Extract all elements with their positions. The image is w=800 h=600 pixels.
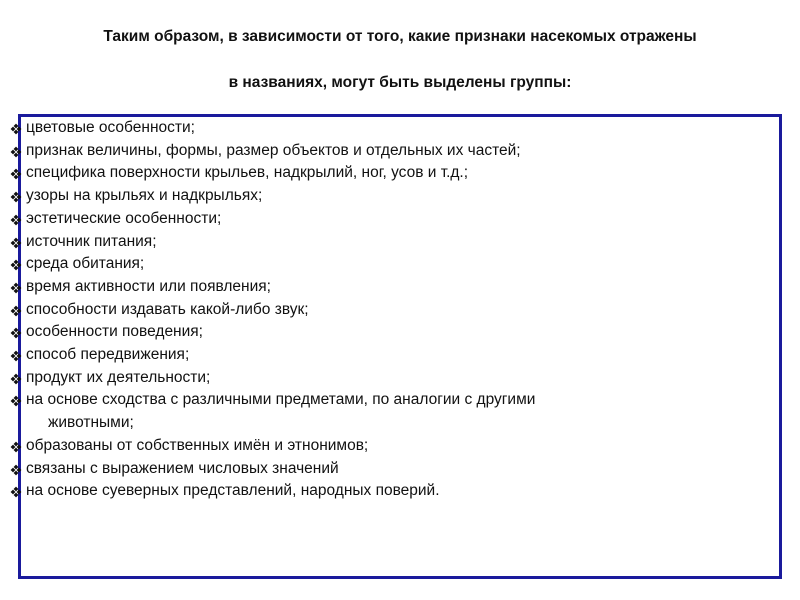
list-item-text: на основе сходства с различными предметами, по аналогии с другими [26, 391, 536, 409]
title-line-1: Таким образом, в зависимости от того, какие признаки насекомых отражены [103, 28, 697, 45]
list-item-text: на основе суеверных представлений, народных поверий. [26, 482, 440, 500]
list-item-text: способ передвижения; [26, 346, 190, 364]
list-item-text: продукт их деятельности; [26, 368, 211, 386]
list-item-text: цветовые особенности; [26, 119, 195, 136]
list-item-text: особенности поведения; [26, 323, 203, 341]
list-item [6, 344, 766, 367]
diamond-bullet-icon [10, 168, 22, 180]
list-item [6, 321, 766, 344]
diamond-bullet-icon [10, 395, 22, 407]
list-item-text: время активности или появления; [26, 277, 271, 295]
list-item [6, 435, 766, 458]
diamond-bullet-icon [10, 146, 22, 158]
list-item-text: среда обитания; [26, 255, 145, 273]
list-item-text: эстетические особенности; [26, 209, 222, 227]
list-item-continuation: животными; [48, 414, 134, 432]
list-item [6, 185, 766, 208]
list-item-text: образованы от собственных имён и этнонимов; [26, 436, 369, 454]
group-list [6, 117, 766, 503]
list-item [6, 162, 766, 185]
list-item [6, 367, 766, 390]
list-item-text: способности издавать какой-либо звук; [26, 300, 309, 318]
list-item-text: источник питания; [26, 232, 157, 250]
diamond-bullet-icon [10, 441, 22, 453]
title-line-2: в названиях, могут быть выделены группы: [228, 74, 572, 91]
list-item [6, 389, 766, 434]
list-item-text: специфика поверхности крыльев, надкрылий, ног, усов и т.д.; [26, 164, 469, 182]
list-item [6, 480, 766, 503]
list-item [6, 276, 766, 299]
list-item [6, 458, 766, 481]
diamond-bullet-icon [10, 259, 22, 271]
list-item [6, 253, 766, 276]
list-item [6, 117, 766, 140]
diamond-bullet-icon [10, 191, 22, 203]
diamond-bullet-icon [10, 350, 22, 362]
diamond-bullet-icon [10, 486, 22, 498]
list-item [6, 208, 766, 231]
list-item [6, 140, 766, 163]
list-item [6, 299, 766, 322]
list-item [6, 231, 766, 254]
diamond-bullet-icon [10, 327, 22, 339]
diamond-bullet-icon [10, 305, 22, 317]
diamond-bullet-icon [10, 464, 22, 476]
diamond-bullet-icon [10, 214, 22, 226]
diamond-bullet-icon [10, 282, 22, 294]
list-item-text: связаны с выражением числовых значений [26, 459, 339, 477]
diamond-bullet-icon [10, 237, 22, 249]
page-title [0, 14, 800, 106]
diamond-bullet-icon [10, 373, 22, 385]
diamond-bullet-icon [10, 123, 22, 135]
list-item-text: признак величины, формы, размер объектов и отдельных их частей; [26, 141, 521, 159]
list-item-text: узоры на крыльях и надкрыльях; [26, 187, 263, 205]
